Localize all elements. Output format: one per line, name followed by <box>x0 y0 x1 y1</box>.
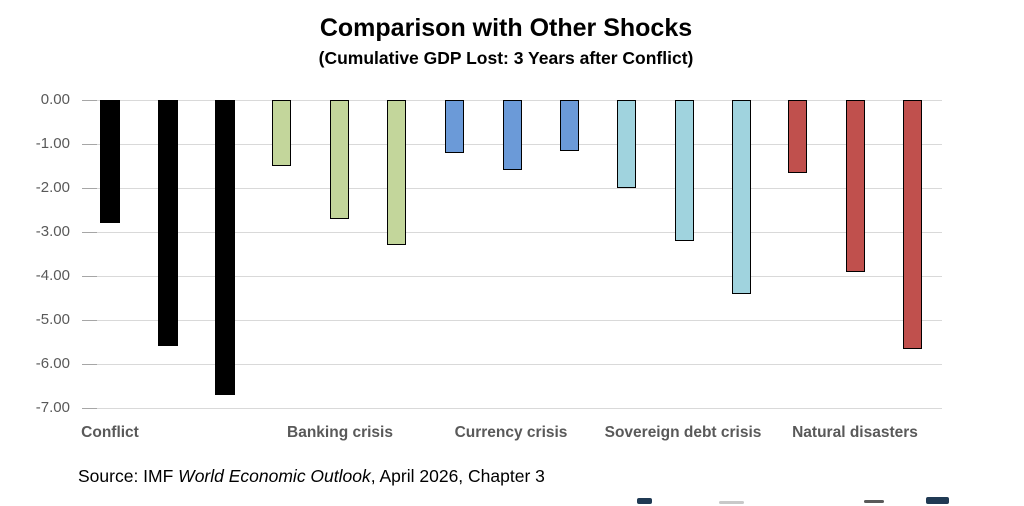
bar-banking-crisis-1 <box>272 100 291 166</box>
y-axis-tick <box>82 364 97 365</box>
bar-sovereign-debt-crisis-1 <box>617 100 636 188</box>
y-gridline <box>82 364 942 365</box>
bar-natural-disasters-3 <box>903 100 922 349</box>
source-suffix: , April 2026, Chapter 3 <box>370 466 545 486</box>
y-axis-tick <box>82 100 97 101</box>
y-axis-tick <box>82 408 97 409</box>
bar-conflict-1 <box>100 100 120 223</box>
y-gridline <box>82 276 942 277</box>
y-axis-label: -6.00 <box>35 355 70 372</box>
source-publication: World Economic Outlook <box>178 466 371 486</box>
y-axis-label: 0.00 <box>40 91 70 108</box>
y-gridline <box>82 232 942 233</box>
bar-banking-crisis-3 <box>387 100 406 245</box>
bar-currency-crisis-2 <box>503 100 522 170</box>
bar-sovereign-debt-crisis-3 <box>732 100 751 294</box>
category-label-sovereign-debt-crisis: Sovereign debt crisis <box>604 424 762 441</box>
y-axis-tick <box>82 188 97 189</box>
y-axis-tick <box>82 320 97 321</box>
y-axis-tick <box>82 232 97 233</box>
cut-off-artifact <box>637 498 652 504</box>
y-axis-tick <box>82 276 97 277</box>
bar-conflict-3 <box>215 100 235 395</box>
y-axis-label: -4.00 <box>35 267 70 284</box>
chart-subtitle: (Cumulative GDP Lost: 3 Years after Conflict) <box>318 48 694 68</box>
y-axis-label: -2.00 <box>35 179 70 196</box>
bar-natural-disasters-2 <box>846 100 865 272</box>
bar-natural-disasters-1 <box>788 100 807 173</box>
cut-off-artifact <box>719 501 744 504</box>
category-label-currency-crisis: Currency crisis <box>454 424 568 441</box>
bar-banking-crisis-2 <box>330 100 349 219</box>
bar-conflict-2 <box>158 100 178 346</box>
chart-title: Comparison with Other Shocks <box>319 14 693 42</box>
cut-off-artifact <box>864 500 884 503</box>
category-label-natural-disasters: Natural disasters <box>792 424 918 441</box>
y-axis-label: -1.00 <box>35 135 70 152</box>
y-axis-label: -3.00 <box>35 223 70 240</box>
bar-sovereign-debt-crisis-2 <box>675 100 694 241</box>
source-prefix: Source: IMF <box>78 466 179 486</box>
y-gridline <box>82 408 942 409</box>
y-gridline <box>82 320 942 321</box>
cut-off-artifact <box>926 497 949 504</box>
y-axis-label: -5.00 <box>35 311 70 328</box>
y-gridline <box>82 188 942 189</box>
bar-currency-crisis-3 <box>560 100 579 151</box>
category-label-conflict: Conflict <box>81 424 139 441</box>
category-label-banking-crisis: Banking crisis <box>287 424 393 441</box>
source-note <box>78 466 545 487</box>
y-axis-tick <box>82 144 97 145</box>
bar-currency-crisis-1 <box>445 100 464 153</box>
y-axis-label: -7.00 <box>35 399 70 416</box>
